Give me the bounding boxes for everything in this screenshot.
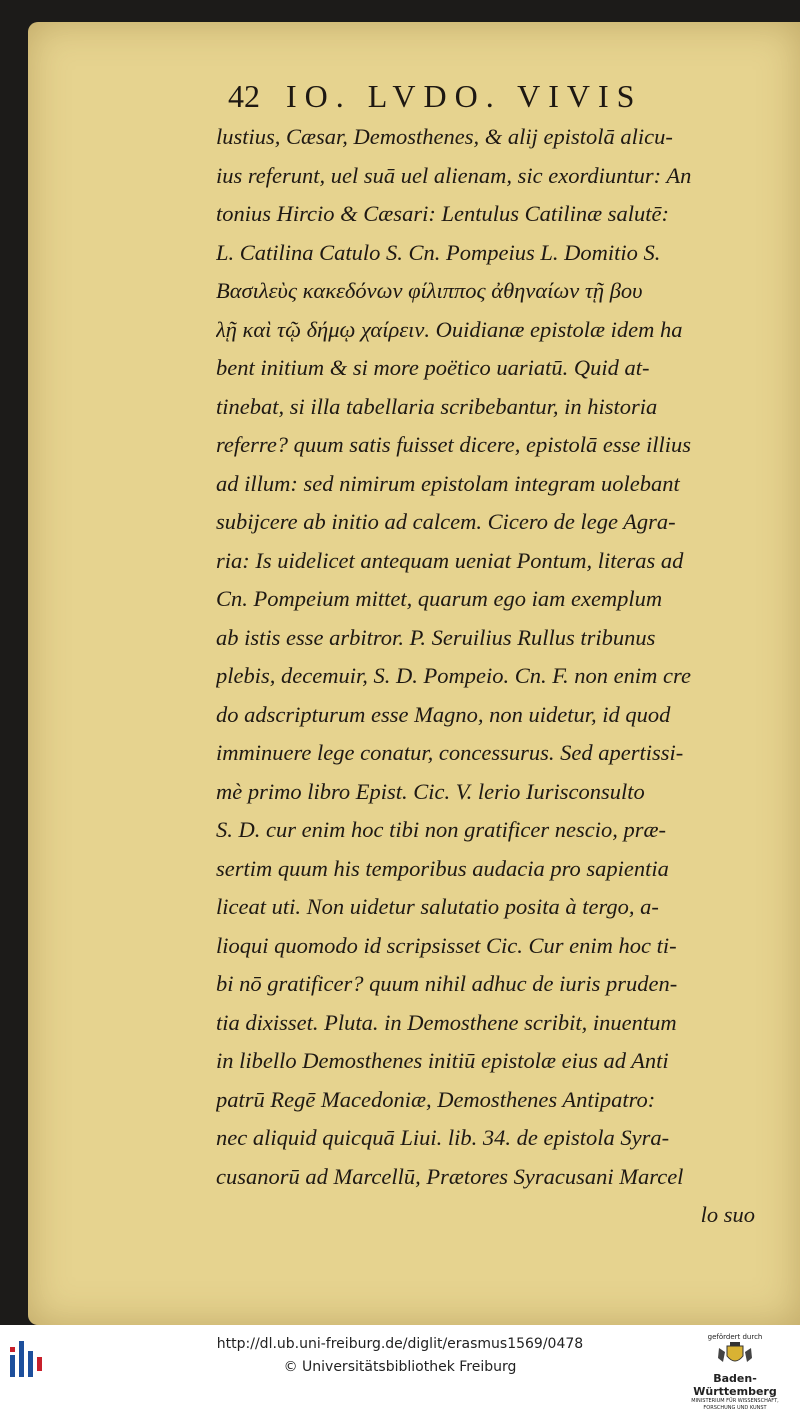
catchword: lo suo (700, 1202, 755, 1227)
running-title: IO. LVDO. VIVIS (286, 78, 643, 114)
text-line: do adscripturum esse Magno, non uidetur, id quod (216, 701, 671, 727)
running-head (228, 78, 728, 118)
text-line: tinebat, si illa tabellaria scribebantur, in historia (216, 393, 658, 419)
text-line: bent initium & si more poëtico uariatū. Quid at- (216, 355, 650, 380)
text-line: in libello Demosthenes initiū epistolæ eius ad Anti (216, 1048, 669, 1073)
text-line: nec aliquid quicquā Liui. lib. 34. de epistola Syra- (216, 1125, 670, 1150)
text-line: mè primo libro Epist. Cic. V. lerio Iurisconsulto (216, 778, 645, 804)
text-line: cusanorū ad Marcellū, Prætores Syracusani Marcel (216, 1163, 684, 1189)
text-line: ad illum: sed nimirum epistolam integram uolebant (216, 470, 680, 496)
text-line: liceat uti. Non uidetur salutatio posita à tergo, a- (216, 894, 659, 919)
text-line: sertim quum his temporibus audacia pro sapientia (216, 855, 669, 881)
sponsor-ministry: MINISTERIUM FÜR WISSENSCHAFT, FORSCHUNG UND KUNST (691, 1398, 779, 1411)
text-line: lioqui quomodo id scripsisset Cic. Cur enim hoc ti- (216, 932, 677, 958)
page-number: 42 (228, 78, 260, 114)
text-line: ab istis esse arbitror. P. Seruilius Rullus tribunus (216, 624, 656, 650)
text-block (216, 118, 761, 1235)
text-line: lustius, Cæsar, Demosthenes, & alij epistolā alicu- (216, 124, 673, 149)
text-line: subijcere ab initio ad calcem. Cicero de lege Agra- (216, 509, 676, 534)
text-line: L. Catilina Catulo S. Cn. Pompeius L. Domitio S. (216, 239, 661, 265)
source-url-link[interactable]: http://dl.ub.uni-freiburg.de/diglit/erasmus1569/0478 (216, 1336, 584, 1352)
copyright-text: © Universitätsbibliothek Freiburg (283, 1359, 517, 1375)
text-line: tonius Hircio & Cæsari: Lentulus Catilinæ salutē: (216, 201, 669, 226)
text-line: ria: Is uidelicet antequam ueniat Pontum, literas ad (216, 547, 684, 573)
text-line: ius referunt, uel suā uel alienam, sic exordiuntur: An (216, 162, 692, 188)
text-line: bi nō gratificer? quum nihil adhuc de iuris pruden- (216, 971, 678, 996)
text-line: tia dixisset. Pluta. in Demosthene scribit, inuentum (216, 1009, 677, 1035)
text-line: imminuere lege conatur, concessurus. Sed apertissi- (216, 740, 684, 765)
text-line: plebis, decemuir, S. D. Pompeio. Cn. F. non enim cre (216, 663, 691, 688)
footer-bar (0, 1325, 800, 1411)
text-line: λῇ καὶ τῷ δήμῳ χαίρειν. Ouidianæ epistolæ idem ha (216, 316, 683, 342)
text-line: Βασιλεὺς κακεδόνων φίλιππος ἀθηναίων τῇ βου (216, 278, 643, 303)
coat-of-arms-icon (715, 1342, 755, 1368)
text-line: referre? quum satis fuisset dicere, epistolā esse illius (216, 432, 691, 457)
sponsor-block (676, 1333, 794, 1412)
text-line: patrū Regē Macedoniæ, Demosthenes Antipatro: (216, 1086, 656, 1112)
text-line: S. D. cur enim hoc tibi non gratificer nescio, præ- (216, 817, 666, 842)
text-line: Cn. Pompeium mittet, quarum ego iam exemplum (216, 586, 663, 611)
sponsor-note: gefördert durch (707, 1333, 763, 1341)
sponsor-name: Baden-Württemberg (693, 1372, 777, 1398)
